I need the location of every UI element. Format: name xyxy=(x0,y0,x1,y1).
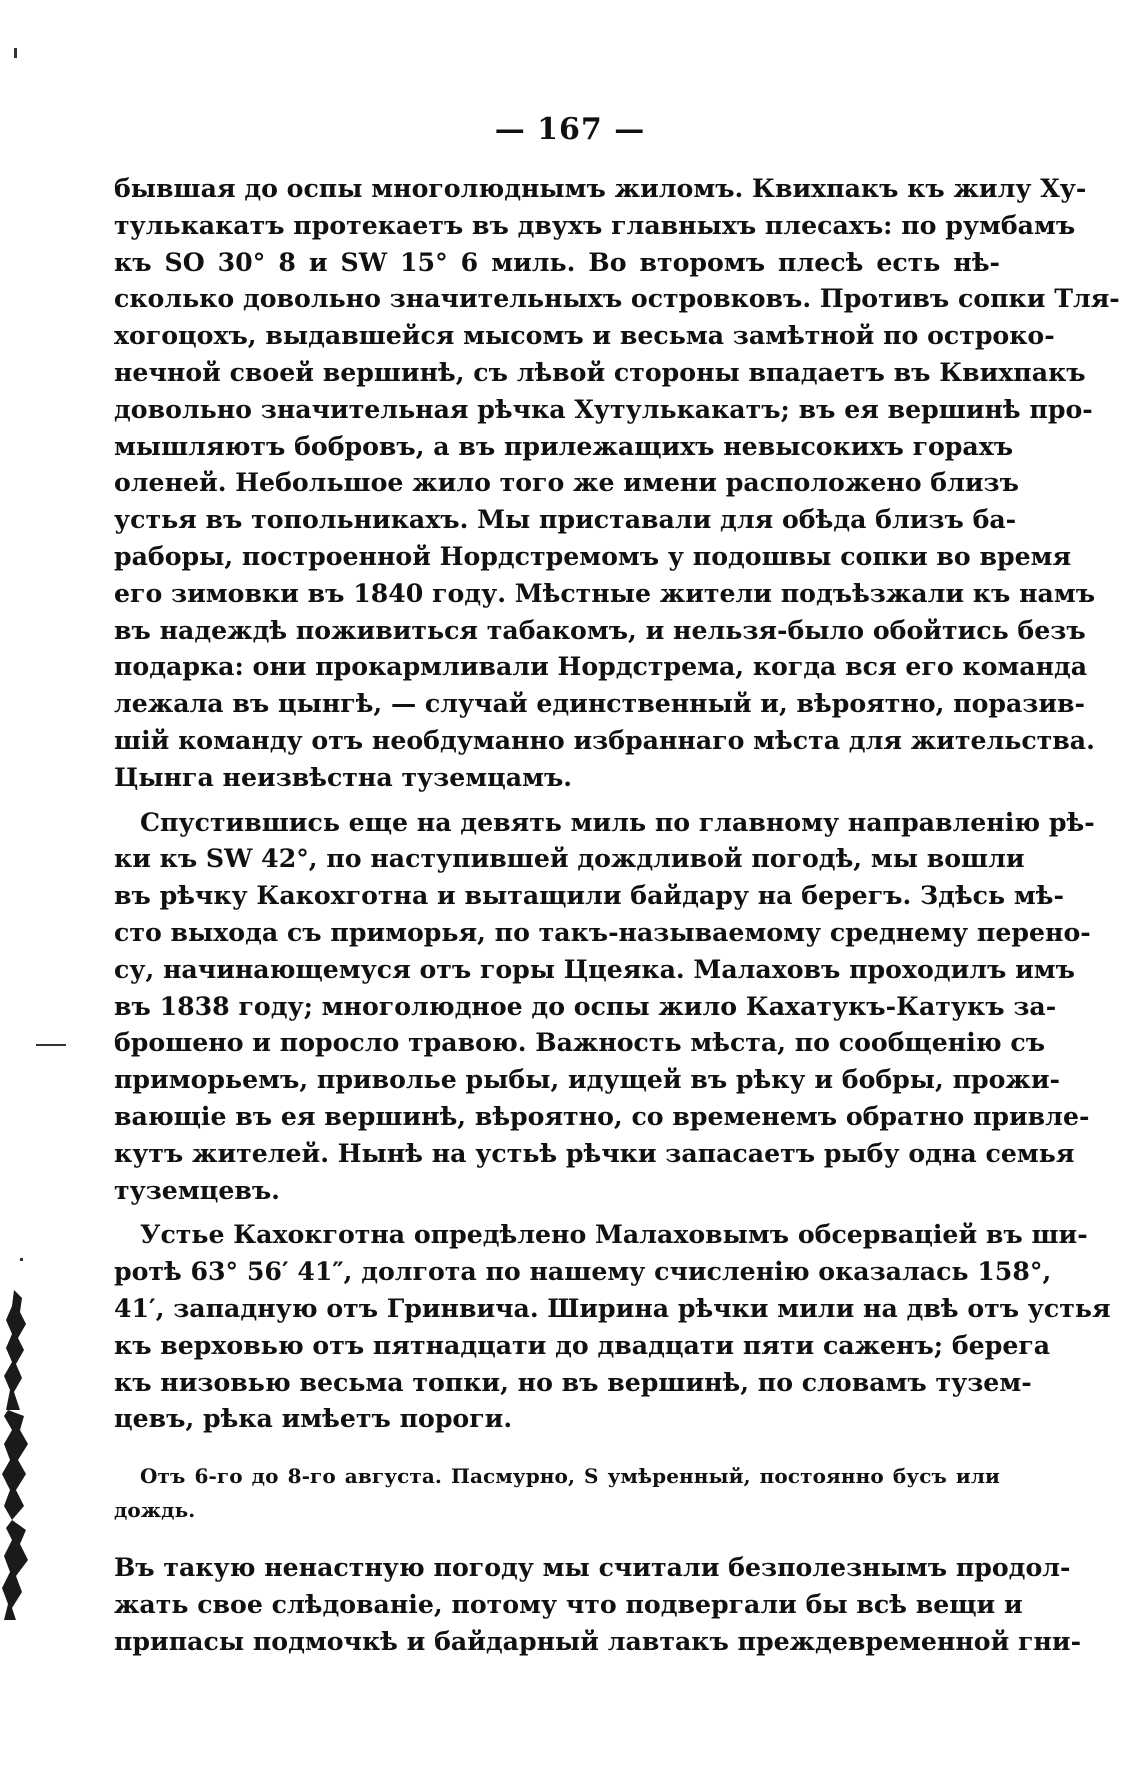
page-number: — 167 — xyxy=(494,112,646,147)
paragraph-1 xyxy=(114,170,1120,796)
paragraph-4 xyxy=(114,1549,1082,1659)
text-line: тулькакатъ протекаетъ въ двухъ главныхъ плесахъ: по румбамъ xyxy=(114,209,1076,240)
text-line: нечной своей вершинѣ, съ лѣвой стороны впадаетъ въ Квихпакъ xyxy=(114,356,1086,387)
paragraph-gap xyxy=(114,796,1000,804)
text-line: Устье Кахокготна опредѣлено Малаховымъ обсерваціей въ ши- xyxy=(140,1219,1088,1250)
text-line: довольно значительная рѣчка Хутулькакатъ; въ ея вершинѣ про- xyxy=(114,393,1093,424)
text-line: дождь. xyxy=(114,1498,196,1523)
text-line: въ 1838 году; многолюдное до оспы жило Кахатукъ-Катукъ за- xyxy=(114,990,1057,1021)
text-line: Отъ 6-го до 8-го августа. Пасмурно, S умѣренный, постоянно бусъ или xyxy=(140,1464,1000,1489)
date-weather-note xyxy=(114,1459,1000,1527)
section-gap xyxy=(114,1437,1000,1459)
text-line: къ низовью весьма топки, но въ вершинѣ, по словамъ тузем- xyxy=(114,1366,1032,1397)
text-line: шій команду отъ необдуманно избраннаго мѣста для жительства. xyxy=(114,724,1095,755)
text-line: въ надеждѣ поживиться табакомъ, и нельзя-было обойтись безъ xyxy=(114,614,1086,645)
scan-speck xyxy=(14,48,17,58)
scan-speck xyxy=(36,1044,66,1046)
text-line: мышляютъ бобровъ, а въ прилежащихъ невысокихъ горахъ xyxy=(114,430,1014,461)
ink-smudge-mark xyxy=(0,1410,30,1520)
text-line: его зимовки въ 1840 году. Мѣстные жители подъѣзжали къ намъ xyxy=(114,577,1096,608)
ink-smudge-mark xyxy=(0,1290,30,1410)
text-line: къ SO 30° 8 и SW 15° 6 миль. Во второмъ плесѣ есть нѣ- xyxy=(114,246,1000,277)
paragraph-gap xyxy=(114,1208,1000,1216)
text-line: подарка: они прокармливали Нордстрема, когда вся его команда xyxy=(114,651,1088,682)
text-line: къ верховью отъ пятнадцати до двадцати пяти саженъ; берега xyxy=(114,1329,1051,1360)
text-line: цевъ, рѣка имѣетъ пороги. xyxy=(114,1403,513,1434)
paragraph-2 xyxy=(114,804,1095,1209)
text-line: раборы, построенной Нордстремомъ у подошвы сопки во время xyxy=(114,540,1072,571)
text-line: туземцевъ. xyxy=(114,1174,280,1205)
text-line: устья въ топольникахъ. Мы приставали для обѣда близъ ба- xyxy=(114,504,1017,535)
text-line: вающіе въ ея вершинѣ, вѣроятно, со временемъ обратно привле- xyxy=(114,1100,1090,1131)
text-line: бывшая до оспы многолюднымъ жиломъ. Квихпакъ къ жилу Ху- xyxy=(114,173,1087,203)
text-line: 41′, западную отъ Гринвича. Ширина рѣчки мили на двѣ отъ устья xyxy=(114,1292,1111,1323)
text-line: въ рѣчку Какохготна и вытащили байдару на берегъ. Здѣсь мѣ- xyxy=(114,880,1064,911)
text-line: ротѣ 63° 56′ 41″, долгота по нашему счисленію оказалась 158°, xyxy=(114,1256,1052,1287)
text-line: жать свое слѣдованіе, потому что подвергали бы всѣ вещи и xyxy=(114,1588,1023,1619)
text-line: припасы подмочкѣ и байдарный лавтакъ преждевременной гни- xyxy=(114,1625,1082,1656)
text-line: Цынга неизвѣстна туземцамъ. xyxy=(114,761,573,792)
text-line: сто выхода съ приморья, по такъ-называемому среднему перено- xyxy=(114,916,1091,947)
text-line: приморьемъ, приволье рыбы, идущей въ рѣку и бобры, прожи- xyxy=(114,1064,1060,1095)
text-line: ки къ SW 42°, по наступившей дождливой погодѣ, мы вошли xyxy=(114,843,1025,874)
text-line: сколько довольно значительныхъ островковъ. Противъ сопки Тля- xyxy=(114,283,1120,314)
text-line: хогоцохъ, выдавшейся мысомъ и весьма замѣтной по остроко- xyxy=(114,320,1055,351)
paragraph-3 xyxy=(114,1216,1111,1437)
text-line: брошено и поросло травою. Важность мѣста, по сообщенію съ xyxy=(114,1027,1046,1058)
text-line: Спустившись еще на девять миль по главному направленію рѣ- xyxy=(140,806,1095,837)
text-line: су, начинающемуся отъ горы Ццеяка. Малаховъ проходилъ имъ xyxy=(114,953,1075,984)
body-text xyxy=(114,170,1120,1659)
section-gap xyxy=(114,1527,1000,1549)
text-line: Въ такую ненастную погоду мы считали безполезнымъ продол- xyxy=(114,1552,1071,1583)
text-line: оленей. Небольшое жило того же имени расположено близъ xyxy=(114,467,1019,498)
text-line: кутъ жителей. Нынѣ на устьѣ рѣчки запасаетъ рыбу одна семья xyxy=(114,1137,1075,1168)
ink-smudge-mark xyxy=(0,1520,30,1620)
scan-speck xyxy=(20,1258,23,1261)
text-line: лежала въ цынгѣ, — случай единственный и, вѣроятно, поразив- xyxy=(114,688,1086,719)
